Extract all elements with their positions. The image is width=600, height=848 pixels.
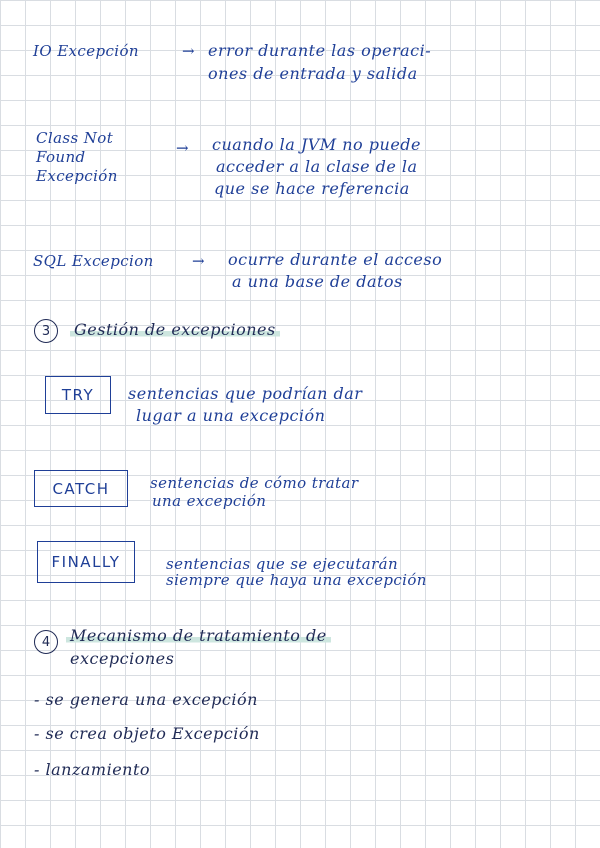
finally-keyword-box: FINALLY (37, 541, 135, 583)
cnf-def-line2: acceder a la clase de la (216, 157, 418, 176)
cnf-term-line2: Found (36, 148, 86, 166)
catch-keyword-box: CATCH (34, 470, 128, 507)
io-exception-def-line1: error durante las operaci- (208, 41, 432, 60)
io-exception-term: IO Excepción (33, 42, 139, 60)
arrow-icon: → (192, 252, 205, 270)
section-number-badge: 3 (34, 319, 58, 343)
try-desc-line1: sentencias que podrían dar (128, 384, 363, 403)
step-item: - se genera una excepción (34, 690, 258, 709)
try-desc-line2: lugar a una excepción (136, 406, 326, 425)
arrow-icon: → (182, 42, 195, 60)
section-4-title-line2: excepciones (70, 649, 175, 668)
cnf-def-line3: que se hace referencia (214, 179, 410, 198)
section-number-badge: 4 (34, 630, 58, 654)
io-exception-def-line2: ones de entrada y salida (208, 64, 418, 83)
sql-def-line2: a una base de datos (232, 272, 403, 291)
step-item: - se crea objeto Excepción (34, 724, 260, 743)
catch-desc-line2: una excepción (152, 492, 267, 510)
sql-exception-term: SQL Excepcion (33, 252, 154, 270)
finally-desc-line1: sentencias que se ejecutarán (166, 555, 399, 573)
sql-def-line1: ocurre durante el acceso (228, 250, 443, 269)
cnf-term-line1: Class Not (36, 129, 114, 147)
try-keyword-box: TRY (45, 376, 111, 414)
finally-desc-line2: siempre que haya una excepción (166, 571, 427, 589)
step-item: - lanzamiento (34, 760, 151, 779)
cnf-def-line1: cuando la JVM no puede (212, 135, 421, 154)
section-4-title-line1: Mecanismo de tratamiento de (66, 628, 331, 644)
section-3-title: Gestión de excepciones (70, 322, 280, 338)
cnf-term-line3: Excepción (36, 167, 118, 185)
catch-desc-line1: sentencias de cómo tratar (150, 474, 359, 492)
arrow-icon: → (176, 139, 189, 157)
